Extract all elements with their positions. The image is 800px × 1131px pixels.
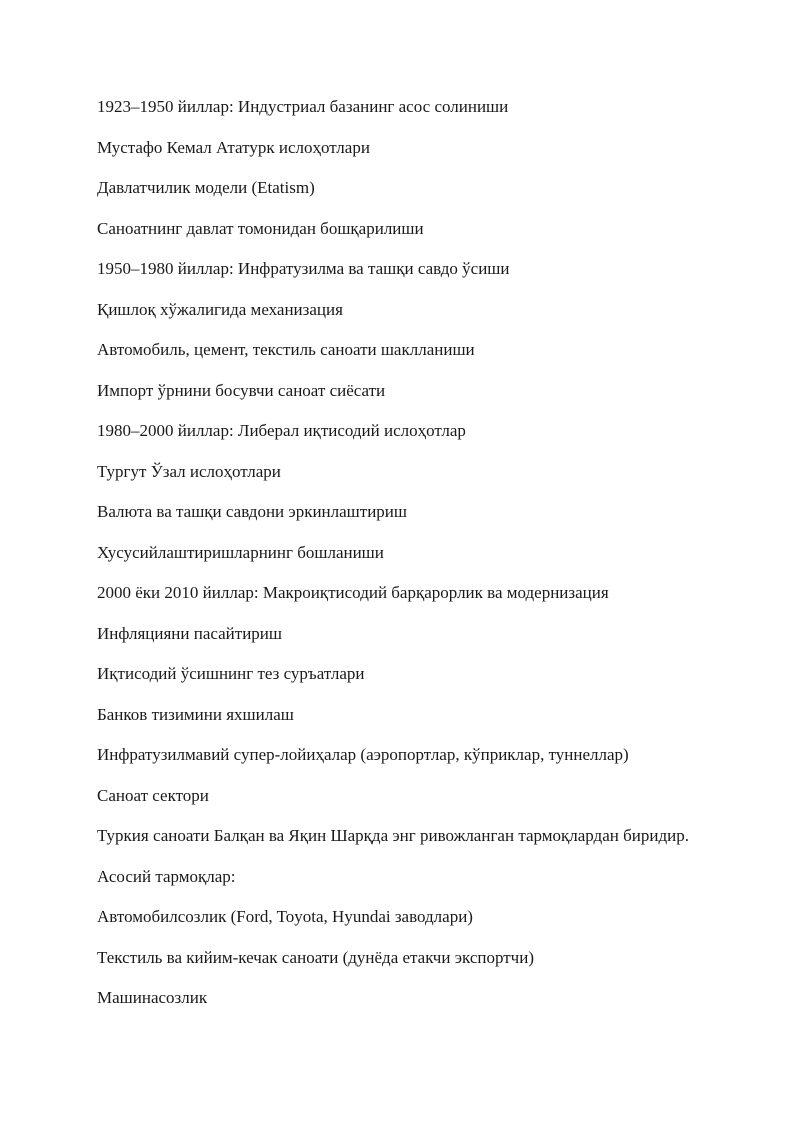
document-body — [97, 96, 701, 1028]
paragraph: Саноат сектори — [97, 785, 209, 805]
paragraph: Давлатчилик модели (Etatism) — [97, 178, 315, 197]
paragraph: Инфляцияни пасайтириш — [97, 623, 282, 643]
paragraph: Импорт ўрнини босувчи саноат сиёсати — [97, 380, 386, 400]
paragraph: Қишлоқ хўжалигида механизация — [97, 299, 343, 319]
paragraph: 1923–1950 йиллар: Индустриал базанинг асос солиниши — [97, 97, 509, 116]
paragraph: Инфратузилмавий супер-лойиҳалар (аэропортлар, кўприклар, туннеллар) — [97, 745, 629, 764]
paragraph: Автомобиль, цемент, текстиль саноати шаклланиши — [97, 340, 475, 359]
paragraph: Туркия саноати Балқан ва Яқин Шарқда энг ривожланган тармоқлардан биридир. — [97, 826, 689, 845]
paragraph: Асосий тармоқлар: — [97, 866, 236, 886]
paragraph: Хусусийлаштиришларнинг бошланиши — [97, 542, 384, 562]
paragraph: 1980–2000 йиллар: Либерал иқтисодий ислоҳотлар — [97, 421, 466, 440]
paragraph: 1950–1980 йиллар: Инфратузилма ва ташқи савдо ўсиши — [97, 259, 510, 278]
paragraph: Банков тизимини яхшилаш — [97, 704, 294, 724]
paragraph: Автомобилсозлик (Ford, Toyota, Hyundai заводлари) — [97, 907, 473, 926]
paragraph: Валюта ва ташқи савдони эркинлаштириш — [97, 502, 407, 521]
paragraph: Мустафо Кемал Ататурк ислоҳотлари — [97, 137, 370, 157]
paragraph: Тургут Ўзал ислоҳотлари — [97, 461, 281, 481]
paragraph: Саноатнинг давлат томонидан бошқарилиши — [97, 218, 424, 238]
paragraph: 2000 ёки 2010 йиллар: Макроиқтисодий барқарорлик ва модернизация — [97, 583, 609, 602]
paragraph: Машинасозлик — [97, 988, 208, 1007]
paragraph: Текстиль ва кийим-кечак саноати (дунёда етакчи экспортчи) — [97, 947, 534, 967]
paragraph: Иқтисодий ўсишнинг тез суръатлари — [97, 664, 365, 683]
